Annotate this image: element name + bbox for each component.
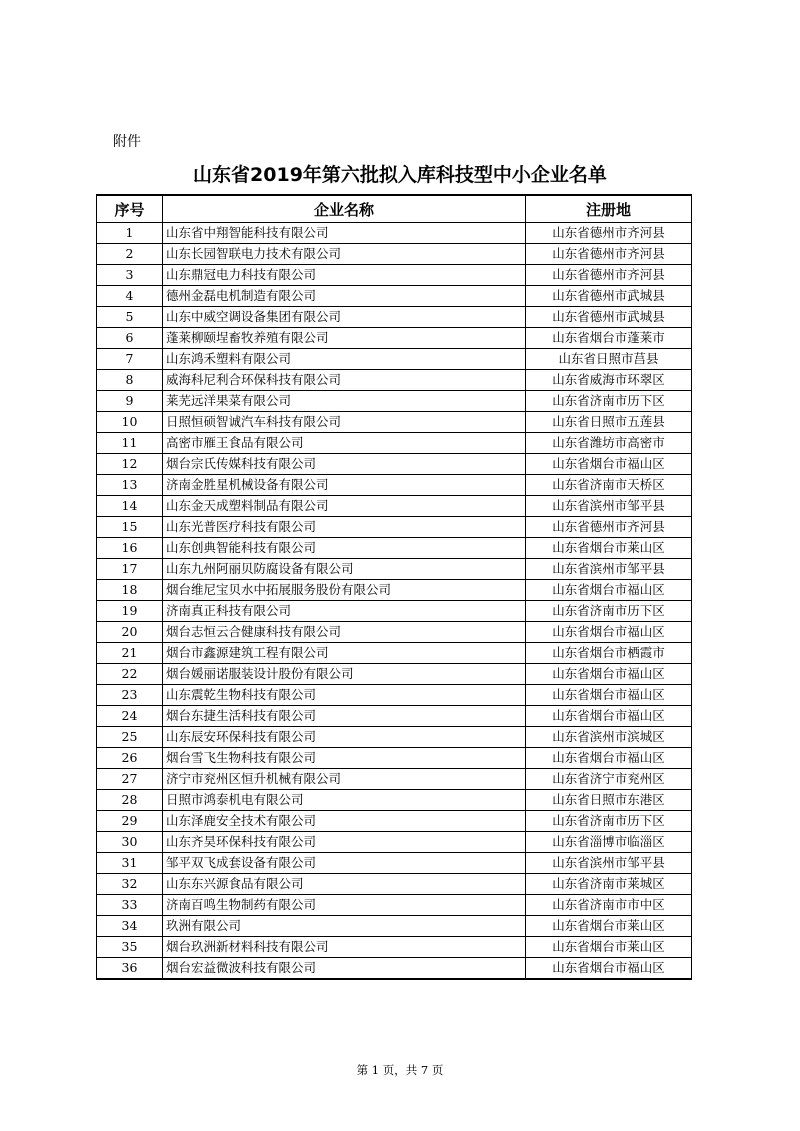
row-index: 31 <box>97 853 163 874</box>
registered-location: 山东省济南市天桥区 <box>526 475 692 496</box>
company-name: 山东震乾生物科技有限公司 <box>163 685 526 706</box>
row-index: 29 <box>97 811 163 832</box>
row-index: 6 <box>97 328 163 349</box>
table-row <box>97 517 692 538</box>
company-name: 山东泽鹿安全技术有限公司 <box>163 811 526 832</box>
table-row <box>97 265 692 286</box>
company-name: 烟台市鑫源建筑工程有限公司 <box>163 643 526 664</box>
company-name: 烟台宏益微波科技有限公司 <box>163 958 526 980</box>
table-row <box>97 370 692 391</box>
row-index: 22 <box>97 664 163 685</box>
table-row <box>97 895 692 916</box>
row-index: 26 <box>97 748 163 769</box>
company-name: 山东长园智联电力技术有限公司 <box>163 244 526 265</box>
company-name: 山东金天成塑料制品有限公司 <box>163 496 526 517</box>
row-index: 19 <box>97 601 163 622</box>
table-header-row <box>97 195 692 223</box>
row-index: 20 <box>97 622 163 643</box>
row-index: 27 <box>97 769 163 790</box>
registered-location: 山东省济南市历下区 <box>526 391 692 412</box>
row-index: 23 <box>97 685 163 706</box>
registered-location: 山东省威海市环翠区 <box>526 370 692 391</box>
header-company-name: 企业名称 <box>163 195 526 223</box>
company-name: 玖洲有限公司 <box>163 916 526 937</box>
registered-location: 山东省德州市齐河县 <box>526 517 692 538</box>
registered-location: 山东省德州市齐河县 <box>526 265 692 286</box>
company-name: 烟台玖洲新材料科技有限公司 <box>163 937 526 958</box>
registered-location: 山东省烟台市莱山区 <box>526 937 692 958</box>
row-index: 36 <box>97 958 163 980</box>
registered-location: 山东省滨州市邹平县 <box>526 559 692 580</box>
table-row <box>97 706 692 727</box>
company-name: 日照市鸿泰机电有限公司 <box>163 790 526 811</box>
company-name: 山东齐昊环保科技有限公司 <box>163 832 526 853</box>
table-row <box>97 601 692 622</box>
registered-location: 山东省滨州市滨城区 <box>526 727 692 748</box>
registered-location: 山东省烟台市福山区 <box>526 706 692 727</box>
company-name: 烟台宗氏传媒科技有限公司 <box>163 454 526 475</box>
registered-location: 山东省滨州市邹平县 <box>526 496 692 517</box>
row-index: 9 <box>97 391 163 412</box>
company-name: 山东光普医疗科技有限公司 <box>163 517 526 538</box>
company-name: 烟台志恒云合健康科技有限公司 <box>163 622 526 643</box>
registered-location: 山东省德州市齐河县 <box>526 244 692 265</box>
registered-location: 山东省烟台市福山区 <box>526 622 692 643</box>
header-index: 序号 <box>97 195 163 223</box>
registered-location: 山东省烟台市莱山区 <box>526 538 692 559</box>
page-title: 山东省2019年第六批拟入库科技型中小企业名单 <box>193 164 607 186</box>
row-index: 32 <box>97 874 163 895</box>
company-name: 莱芜远洋果菜有限公司 <box>163 391 526 412</box>
row-index: 10 <box>97 412 163 433</box>
row-index: 4 <box>97 286 163 307</box>
row-index: 2 <box>97 244 163 265</box>
row-index: 33 <box>97 895 163 916</box>
registered-location: 山东省德州市齐河县 <box>526 223 692 244</box>
registered-location: 山东省潍坊市高密市 <box>526 433 692 454</box>
registered-location: 山东省烟台市福山区 <box>526 454 692 475</box>
registered-location: 山东省日照市五莲县 <box>526 412 692 433</box>
table-row <box>97 349 692 370</box>
row-index: 11 <box>97 433 163 454</box>
table-row <box>97 769 692 790</box>
company-name: 山东创典智能科技有限公司 <box>163 538 526 559</box>
row-index: 21 <box>97 643 163 664</box>
company-name: 山东九州阿丽贝防腐设备有限公司 <box>163 559 526 580</box>
table-row <box>97 643 692 664</box>
table-row <box>97 538 692 559</box>
registered-location: 山东省烟台市栖霞市 <box>526 643 692 664</box>
table-row <box>97 685 692 706</box>
registered-location: 山东省烟台市福山区 <box>526 958 692 980</box>
company-name: 济南真正科技有限公司 <box>163 601 526 622</box>
company-name: 山东中威空调设备集团有限公司 <box>163 307 526 328</box>
registered-location: 山东省烟台市福山区 <box>526 664 692 685</box>
company-name: 烟台维尼宝贝水中拓展服务股份有限公司 <box>163 580 526 601</box>
table-row <box>97 496 692 517</box>
company-name: 济宁市兖州区恒升机械有限公司 <box>163 769 526 790</box>
row-index: 30 <box>97 832 163 853</box>
row-index: 14 <box>97 496 163 517</box>
row-index: 12 <box>97 454 163 475</box>
row-index: 25 <box>97 727 163 748</box>
company-name: 邹平双飞成套设备有限公司 <box>163 853 526 874</box>
registered-location: 山东省日照市莒县 <box>526 349 692 370</box>
row-index: 24 <box>97 706 163 727</box>
registered-location: 山东省烟台市福山区 <box>526 748 692 769</box>
company-name: 蓬莱柳颐埕畜牧养殖有限公司 <box>163 328 526 349</box>
table-row <box>97 580 692 601</box>
registered-location: 山东省济南市历下区 <box>526 601 692 622</box>
company-table <box>96 194 692 980</box>
company-name: 高密市雁王食品有限公司 <box>163 433 526 454</box>
row-index: 15 <box>97 517 163 538</box>
table-row <box>97 853 692 874</box>
registered-location: 山东省济南市历下区 <box>526 811 692 832</box>
registered-location: 山东省济南市莱城区 <box>526 874 692 895</box>
table-row <box>97 937 692 958</box>
table-row <box>97 433 692 454</box>
company-name: 济南金胜星机械设备有限公司 <box>163 475 526 496</box>
row-index: 28 <box>97 790 163 811</box>
company-name: 山东鸿禾塑料有限公司 <box>163 349 526 370</box>
company-name: 济南百鸣生物制药有限公司 <box>163 895 526 916</box>
table-row <box>97 916 692 937</box>
company-name: 烟台雪飞生物科技有限公司 <box>163 748 526 769</box>
registered-location: 山东省烟台市莱山区 <box>526 916 692 937</box>
registered-location: 山东省日照市东港区 <box>526 790 692 811</box>
row-index: 5 <box>97 307 163 328</box>
row-index: 35 <box>97 937 163 958</box>
row-index: 34 <box>97 916 163 937</box>
registered-location: 山东省烟台市蓬莱市 <box>526 328 692 349</box>
company-name: 山东省中翔智能科技有限公司 <box>163 223 526 244</box>
table-row <box>97 454 692 475</box>
table-row <box>97 811 692 832</box>
row-index: 7 <box>97 349 163 370</box>
table-row <box>97 790 692 811</box>
company-name: 山东鼎冠电力科技有限公司 <box>163 265 526 286</box>
registered-location: 山东省滨州市邹平县 <box>526 853 692 874</box>
registered-location: 山东省德州市武城县 <box>526 286 692 307</box>
row-index: 18 <box>97 580 163 601</box>
company-name: 日照恒硕智诚汽车科技有限公司 <box>163 412 526 433</box>
row-index: 17 <box>97 559 163 580</box>
company-name: 山东辰安环保科技有限公司 <box>163 727 526 748</box>
row-index: 3 <box>97 265 163 286</box>
row-index: 16 <box>97 538 163 559</box>
registered-location: 山东省德州市武城县 <box>526 307 692 328</box>
table-row <box>97 664 692 685</box>
registered-location: 山东省济宁市兖州区 <box>526 769 692 790</box>
company-name: 烟台东捷生活科技有限公司 <box>163 706 526 727</box>
table-row <box>97 832 692 853</box>
company-name: 德州金磊电机制造有限公司 <box>163 286 526 307</box>
table-row <box>97 475 692 496</box>
table-row <box>97 559 692 580</box>
table-row <box>97 391 692 412</box>
registered-location: 山东省济南市市中区 <box>526 895 692 916</box>
company-name: 山东东兴源食品有限公司 <box>163 874 526 895</box>
table-row <box>97 412 692 433</box>
table-row <box>97 307 692 328</box>
registered-location: 山东省烟台市福山区 <box>526 685 692 706</box>
table-row <box>97 748 692 769</box>
registered-location: 山东省淄博市临淄区 <box>526 832 692 853</box>
company-name: 烟台媛丽诺服装设计股份有限公司 <box>163 664 526 685</box>
company-name: 威海科尼利合环保科技有限公司 <box>163 370 526 391</box>
row-index: 1 <box>97 223 163 244</box>
table-row <box>97 622 692 643</box>
attachment-label: 附件 <box>113 134 141 150</box>
header-registered-location: 注册地 <box>526 195 692 223</box>
table-row <box>97 286 692 307</box>
table-row <box>97 727 692 748</box>
table-row <box>97 958 692 980</box>
table-row <box>97 874 692 895</box>
table-row <box>97 244 692 265</box>
page-footer: 第 1 页，共 7 页 <box>356 1063 444 1077</box>
table-row <box>97 223 692 244</box>
table-row <box>97 328 692 349</box>
registered-location: 山东省烟台市福山区 <box>526 580 692 601</box>
row-index: 13 <box>97 475 163 496</box>
row-index: 8 <box>97 370 163 391</box>
